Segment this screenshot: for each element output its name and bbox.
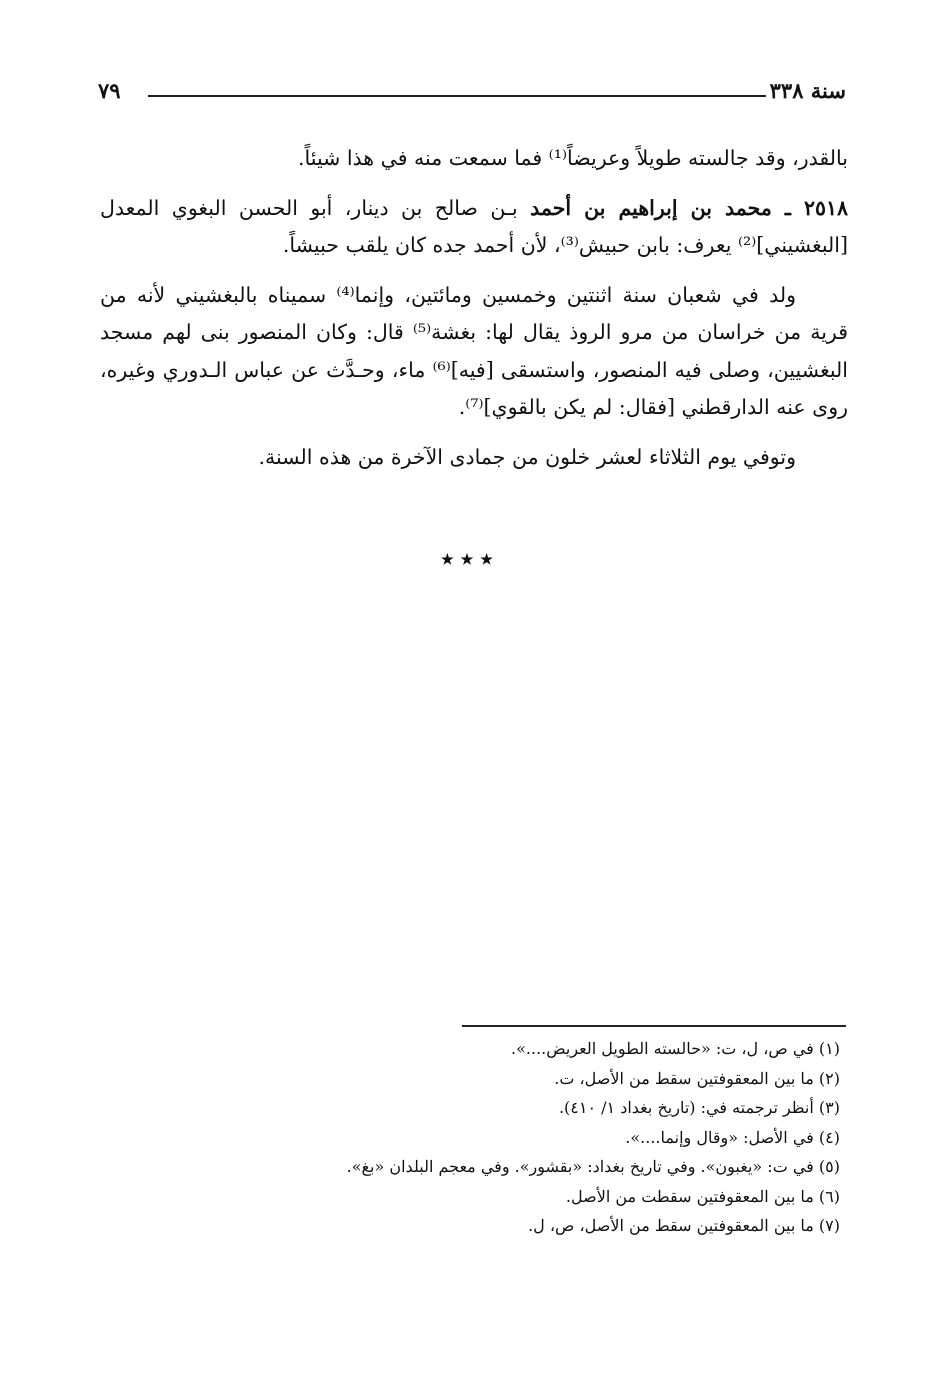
paragraph-birth: [100, 277, 848, 427]
footnote-7: (٧) ما بين المعقوفتين سقط من الأصل، ص، ل.: [528, 1216, 840, 1235]
header-rule: [148, 95, 766, 97]
page-number: ٧٩: [98, 78, 121, 103]
paragraph-continuation: [100, 140, 848, 178]
entry-heading: ٢٥١٨ ـ محمد بن إبراهيم بن أحمد: [530, 195, 848, 220]
page-header: [98, 78, 846, 108]
paragraph-text: وتوفي يوم الثلاثاء لعشر خلون من جمادى الآخرة من هذه السنة.: [258, 444, 796, 469]
footnote-2: (٢) ما بين المعقوفتين سقط من الأصل، ت.: [554, 1068, 840, 1088]
footnote-3: (٣) أنظر ترجمته في: (تاريخ بغداد ١/ ٤١٠).: [558, 1098, 840, 1117]
footnotes: [100, 1034, 840, 1241]
header-year: سنة ٣٣٨: [769, 78, 846, 103]
paragraph-death: [100, 439, 848, 477]
footnote-6: (٦) ما بين المعقوفتين سقطت من الأصل.: [565, 1186, 840, 1206]
paragraph-text: بالقدر، وقد جالسته طويلاً وعريضاً⁽¹⁾ فما سمعت منه في هذا شيئاً.: [298, 146, 848, 170]
footnote-4: (٤) في الأصل: «وقال وإنما....».: [625, 1127, 840, 1147]
footnote-rule: [462, 1025, 846, 1027]
paragraph-text: ولد في شعبان سنة اثنتين وخمسين ومائتين، وإنما⁽⁴⁾ سميناه بالبغشيني لأنه من قرية من خراسان من مرو الروذ يقال لها: بغشة⁽⁵⁾ قال: وكان المنصور بنى لهم مسجد البغشيين، وصلى فيه المنصور، واستسقى [فيه]⁽⁶⁾ ماء، وحـدَّث عن عباس الـدوري وغيره، روى عنه الدارقطني [فقال: لم يكن بالقوي]⁽⁷⁾.: [100, 282, 849, 419]
biography-entry: [100, 190, 848, 265]
footnote-1: (١) في ص، ل، ت: «حالسته الطويل العريض....».: [511, 1039, 840, 1058]
main-text: [100, 140, 848, 476]
section-separator-stars: ٭ ٭ ٭: [441, 546, 493, 572]
entry-text: بـن صالح بن دينار، أبو الحسن البغوي المعدل [البغشيني]⁽²⁾ يعرف: بابن حبيش⁽³⁾، لأن أحمد جده كان يلقب حبيشاً.: [100, 195, 848, 257]
footnote-5: (٥) في ت: «يغبون». وفي تاريخ بغداد: «بقشور». وفي معجم البلدان «بغ».: [346, 1157, 840, 1176]
